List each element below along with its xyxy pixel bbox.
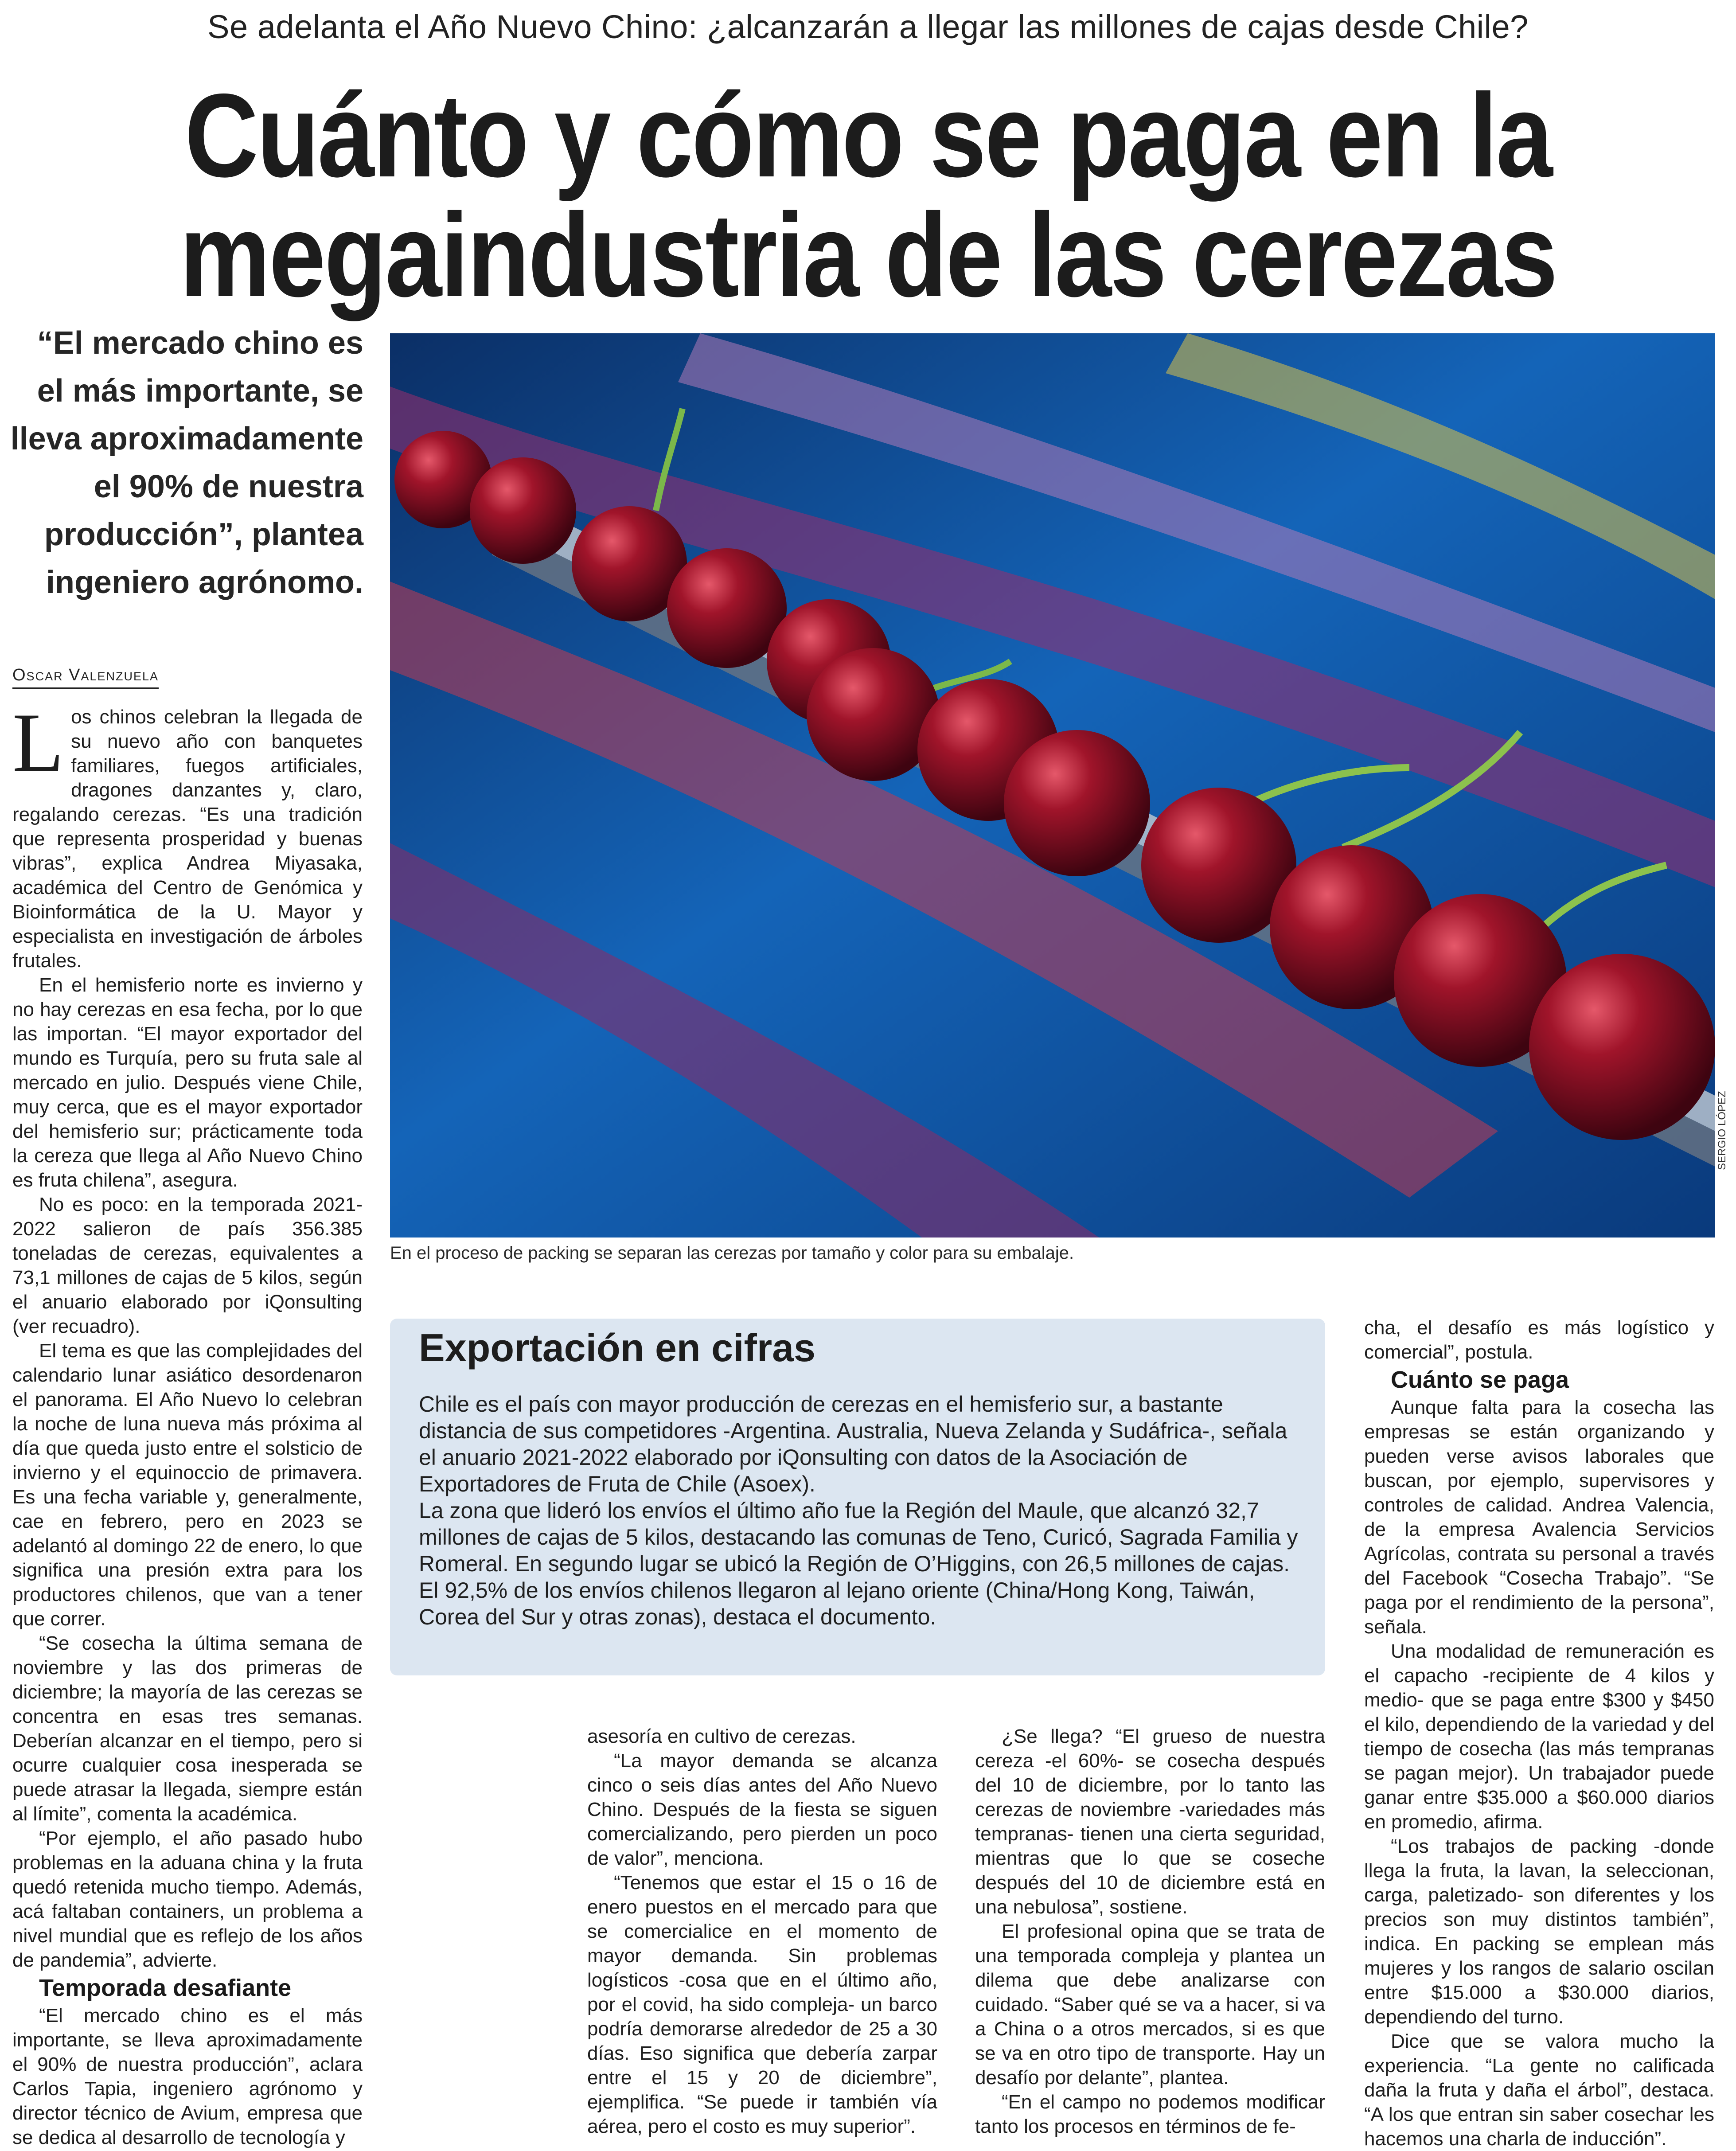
paragraph: cha, el desafío es más logístico y comercial”, postula. <box>1364 1317 1714 1363</box>
box-paragraph: El 92,5% de los envíos chilenos llegaron al lejano oriente (China/Hong Kong, Taiwán, Corea del Sur y otras zonas), destaca el documento. <box>419 1578 1255 1629</box>
cherries-illustration <box>390 333 1715 1238</box>
sidebar-box-body <box>419 1391 1301 1630</box>
paragraph: “En el campo no podemos modificar tanto los procesos en términos de fe- <box>975 2091 1325 2137</box>
pull-quote: “El mercado chino es el más importante, se lleva aproximadamente el 90% de nuestra producción”, plantea ingeniero agrónomo. <box>10 325 363 600</box>
paragraph: Dice que se valora mucho la experiencia. “La gente no calificada daña la fruta y daña el árbol”, destaca. “A los que entran sin saber cosechar les hacemos una charla de inducción”. <box>1364 2030 1714 2150</box>
paragraph: El tema es que las complejidades del calendario lunar asiático desordenaron el panorama. El Año Nuevo lo celebran la noche de luna nueva más próxima al día que queda justo entre el solsticio de invierno y el equinoccio de primavera. Es una fecha variable y, generalmente, cae en febrero, pero en 2023 se adelantó al domingo 22 de enero, lo que significa una presión extra para los productores chilenos, que van a tener que correr. <box>12 1340 363 1630</box>
article-headline <box>121 69 1615 321</box>
paragraph: “La mayor demanda se alcanza cinco o seis días antes del Año Nuevo Chino. Después de la fiesta se siguen comercializando, pero pierden un poco de valor”, menciona. <box>587 1750 937 1869</box>
box-paragraph: La zona que lideró los envíos el último año fue la Región del Maule, que alcanzó 32,7 millones de cajas de 5 kilos, destacando las comunas de Teno, Curicó, Sagrada Familia y Romeral. En segundo lugar se ubicó la Región de O’Higgins, con 26,5 millones de cajas. <box>419 1498 1298 1576</box>
paragraph: En el hemisferio norte es invierno y no hay cerezas en esa fecha, por lo que las importan. “El mayor exportador del mundo es Turquía, pero su fruta sale al mercado en julio. Después viene Chile, muy cerca, que es el mayor exportador del hemisferio sur; prácticamente toda la cereza que llega al Año Nuevo Chino es fruta chilena”, asegura. <box>12 974 363 1191</box>
article-kicker: Se adelanta el Año Nuevo Chino: ¿alcanzarán a llegar las millones de cajas desde Chile? <box>207 8 1529 45</box>
paragraph: asesoría en cultivo de cerezas. <box>587 1725 856 1747</box>
cherries-photo <box>390 333 1715 1238</box>
paragraph: El profesional opina que se trata de una temporada compleja y plantea un dilema que debe analizarse con cuidado. “Saber qué se va a hacer, si va a China o a otros mercados, si es que se va en otro tipo de transporte. Hay un desafío por delante”, plantea. <box>975 1921 1325 2089</box>
subhead-temporada: Temporada desafiante <box>39 1975 292 2001</box>
paragraph: “Se cosecha la última semana de noviembre y las dos primeras de diciembre; la mayoría de las cerezas se concentra en esas tres semanas. Deberían alcanzar en el tiempo, pero si ocurre cualquier cosa inesperada se puede atrasar la llegada, siempre están al límite”, comenta la académica. <box>12 1632 363 1825</box>
article-column-1 <box>12 696 363 2150</box>
paragraph: “Por ejemplo, el año pasado hubo problemas en la aduana china y la fruta quedó retenida mucho tiempo. Además, acá faltaban containers, un problema a nivel mundial que es reflejo de los años de pandemia”, advierte. <box>12 1827 363 1971</box>
photo-caption: En el proceso de packing se separan las cerezas por tamaño y color para su embalaje. <box>390 1243 1074 1263</box>
drop-cap: L <box>12 696 64 789</box>
paragraph: ¿Se llega? “El grueso de nuestra cereza -el 60%- se cosecha después del 10 de diciembre, por lo tanto las cerezas de noviembre -variedades más tempranas- tienen una cierta seguridad, mientras que lo que se coseche después del 10 de diciembre está en una nebulosa”, sostiene. <box>975 1725 1325 1918</box>
sidebar-box-title: Exportación en cifras <box>419 1326 815 1370</box>
paragraph: No es poco: en la temporada 2021-2022 salieron de país 356.385 toneladas de cerezas, equivalentes a 73,1 millones de cajas de 5 kilos, según el anuario elaborado por iQonsulting (ver recuadro). <box>12 1194 363 1337</box>
paragraph: “Tenemos que estar el 15 o 16 de enero puestos en el mercado para que se comercialice en el momento de mayor demanda. Sin problemas logísticos -cosa que en el último año, por el covid, ha sido compleja- un barco podría demorarse alrededor de 25 a 30 días. Eso significa que debería zarpar entre el 15 y 20 de diciembre”, ejemplifica. “Se puede ir también vía aérea, pero el costo es muy superior”. <box>587 1872 937 2137</box>
paragraph-text: os chinos celebran la llegada de su nuevo año con banquetes familiares, fuegos artificiales, dragones danzantes y, claro, regalando cerezas. “Es una tradición que representa prosperidad y buenas vibras”, explica Andrea Miyasaka, académica del Centro de Genómica y Bioinformática de la U. Mayor y especialista en investigación de árboles frutales. <box>12 706 363 972</box>
article-column-4 <box>975 1724 1325 2139</box>
paragraph: Una modalidad de remuneración es el capacho -recipiente de 4 kilos y medio- que se paga entre $300 y $450 el kilo, dependiendo de la variedad y del tiempo de cosecha (las más tempranas se pagan mejor). Un trabajador puede ganar entre $35.000 a $60.000 diarios en promedio, afirma. <box>1364 1640 1714 1833</box>
subhead-cuanto-se-paga: Cuánto se paga <box>1391 1366 1569 1393</box>
article-column-3 <box>587 1724 937 2139</box>
article-column-5 <box>1364 1316 1714 2151</box>
paragraph: Aunque falta para la cosecha las empresas se están organizando y pueden verse avisos laborales que buscan, por ejemplo, supervisores y controles de calidad. Andrea Valencia, de la empresa Avalencia Servicios Agrícolas, contrata su personal a través del Facebook “Cosecha Trabajo”. “Se paga por el rendimiento de la persona”, señala. <box>1364 1397 1714 1638</box>
paragraph: “Los trabajos de packing -donde llega la fruta, la lavan, la seleccionan, carga, paletizado- son diferentes y los precios son muy distintos también”, indica. En packing se emplean más mujeres y los rangos de salario oscilan entre $15.000 a $30.000 diarios, dependiendo del turno. <box>1364 1835 1714 2028</box>
intro-paragraph <box>12 696 363 973</box>
photo-credit: SERGIO LÓPEZ <box>1716 1091 1728 1170</box>
headline-line-2: megaindustria de las cerezas <box>179 188 1557 321</box>
box-paragraph: Chile es el país con mayor producción de cerezas en el hemisferio sur, a bastante distancia de sus competidores -Argentina. Australia, Nueva Zelanda y Sudáfrica-, señala el anuario 2021-2022 elaborado por iQonsulting con datos de la Asociación de Exportadores de Fruta de Chile (Asoex). <box>419 1392 1287 1496</box>
paragraph: “El mercado chino es el más importante, se lleva aproximadamente el 90% de nuestra producción”, aclara Carlos Tapia, ingeniero agrónomo y director técnico de Avium, empresa que se dedica al desarrollo de tecnología y <box>12 2005 363 2148</box>
headline-line-1: Cuánto y cómo se paga en la <box>184 69 1552 202</box>
byline: Oscar Valenzuela <box>12 666 159 689</box>
